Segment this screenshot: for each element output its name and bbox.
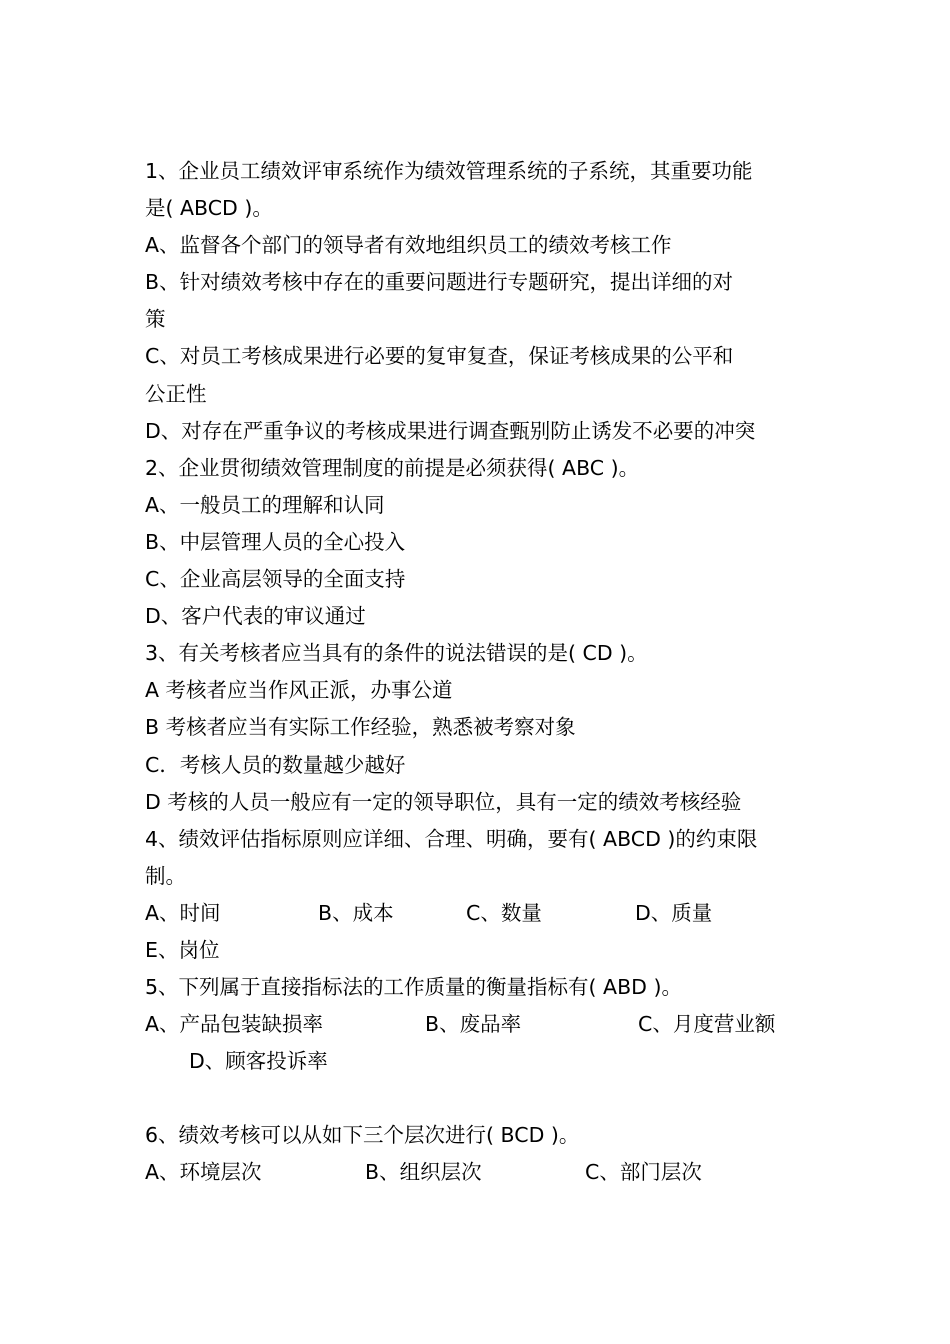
q1-option-d: D、对存在严重争议的考核成果进行调查甄别防止诱发不必要的冲突 <box>145 418 756 443</box>
q6-option-a: A、环境层次 <box>145 1160 262 1185</box>
q1-option-b-line-2: 策 <box>145 307 166 332</box>
q1-stem-line-2: 是( ABCD )。 <box>145 196 273 221</box>
q1-option-c-line-1: C、对员工考核成果进行必要的复审复查，保证考核成果的公平和 <box>145 344 734 369</box>
q4-option-a: A、时间 <box>145 900 221 925</box>
q1-option-c-line-2: 公正性 <box>145 381 207 406</box>
q6-stem: 6、绩效考核可以从如下三个层次进行( BCD )。 <box>145 1123 580 1148</box>
q6-options-row <box>145 1154 815 1191</box>
q5-option-c: C、月度营业额 <box>638 1012 776 1037</box>
q2-option-c: C、企业高层领导的全面支持 <box>145 567 406 592</box>
q3-option-d: D 考核的人员一般应有一定的领导职位，具有一定的绩效考核经验 <box>145 789 742 814</box>
q5-option-d: D、顾客投诉率 <box>189 1049 328 1074</box>
q6-option-b: B、组织层次 <box>365 1160 482 1185</box>
q1-option-a: A、监督各个部门的领导者有效地组织员工的绩效考核工作 <box>145 233 672 258</box>
q2-option-d: D、客户代表的审议通过 <box>145 604 366 629</box>
q4-option-d: D、质量 <box>635 900 713 925</box>
q6-option-c: C、部门层次 <box>585 1160 702 1185</box>
q2-option-b: B、中层管理人员的全心投入 <box>145 529 406 554</box>
q4-option-e: E、岗位 <box>145 937 220 962</box>
q3-option-c: C．考核人员的数量越少越好 <box>145 752 406 777</box>
q4-option-c: C、数量 <box>466 900 542 925</box>
q3-option-a: A 考核者应当作风正派，办事公道 <box>145 678 453 703</box>
q5-option-a: A、产品包装缺损率 <box>145 1012 324 1037</box>
q4-options-row <box>145 895 815 932</box>
q4-option-b: B、成本 <box>318 900 394 925</box>
document-body <box>145 153 815 1192</box>
q3-option-b: B 考核者应当有实际工作经验，熟悉被考察对象 <box>145 715 576 740</box>
q1-option-b-line-1: B、针对绩效考核中存在的重要问题进行专题研究，提出详细的对 <box>145 270 734 295</box>
blank-line <box>145 1080 815 1117</box>
q2-stem: 2、企业贯彻绩效管理制度的前提是必须获得( ABC )。 <box>145 455 640 480</box>
q5-stem: 5、下列属于直接指标法的工作质量的衡量指标有( ABD )。 <box>145 975 682 1000</box>
q2-option-a: A、一般员工的理解和认同 <box>145 492 385 517</box>
q3-stem: 3、有关考核者应当具有的条件的说法错误的是( CD )。 <box>145 641 648 666</box>
q4-stem-line-1: 4、绩效评估指标原则应详细、合理、明确，要有( ABCD )的约束限 <box>145 826 758 851</box>
q4-stem-line-2: 制。 <box>145 863 186 888</box>
q1-stem-line-1: 1、企业员工绩效评审系统作为绩效管理系统的子系统，其重要功能 <box>145 159 753 183</box>
q5-options-row <box>145 1006 815 1043</box>
q5-option-b: B、废品率 <box>425 1012 522 1037</box>
